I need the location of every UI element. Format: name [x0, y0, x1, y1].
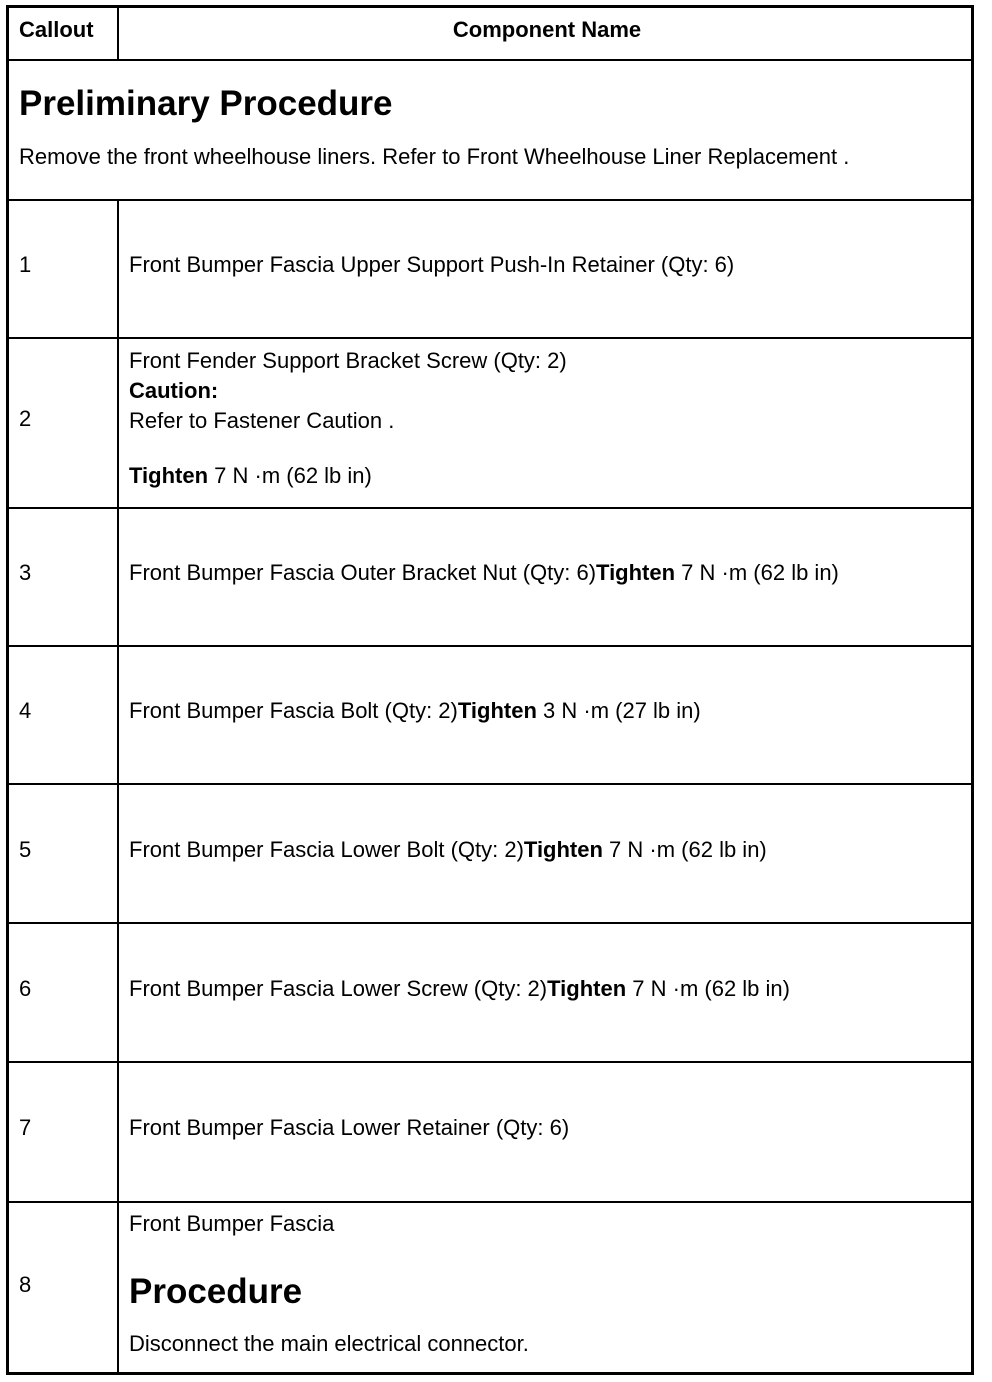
- row-divider: [9, 1201, 971, 1203]
- callout-number: 7: [19, 1115, 32, 1140]
- component-name: [129, 835, 767, 865]
- tighten-label: Tighten: [523, 837, 603, 862]
- row-divider: [9, 507, 971, 509]
- callout-number: 6: [19, 976, 32, 1001]
- preliminary-divider: [9, 199, 971, 201]
- component-name-text: Front Bumper Fascia Outer Bracket Nut (Qty: 6): [129, 560, 597, 585]
- tighten-spec: [129, 461, 372, 491]
- row-divider: [9, 1061, 971, 1063]
- component-name-text: Front Bumper Fascia Lower Bolt (Qty: 2): [129, 837, 524, 862]
- callout-number: 2: [19, 406, 32, 431]
- component-name: Front Bumper Fascia Upper Support Push-In Retainer (Qty: 6): [129, 252, 735, 277]
- callout-number: 5: [19, 837, 32, 862]
- preliminary-title: Preliminary Procedure: [19, 84, 393, 123]
- callout-number: 3: [19, 560, 32, 585]
- tighten-value: 7 N ·m (62 lb in): [626, 976, 790, 1001]
- component-name: [129, 558, 839, 588]
- tighten-value: 3 N ·m (27 lb in): [536, 698, 701, 723]
- row-divider: [9, 922, 971, 924]
- callout-number: 4: [19, 698, 32, 723]
- component-name: Front Bumper Fascia Lower Retainer (Qty: 6): [129, 1115, 570, 1140]
- tighten-label: Tighten: [596, 560, 676, 585]
- header-component-name: Component Name: [452, 17, 642, 42]
- tighten-label: Tighten: [129, 463, 209, 488]
- caution-text: Refer to Fastener Caution .: [129, 408, 395, 433]
- component-name: Front Bumper Fascia: [129, 1211, 335, 1236]
- tighten-label: Tighten: [547, 976, 627, 1001]
- tighten-value: 7 N ·m (62 lb in): [602, 837, 767, 862]
- row-divider: [9, 337, 971, 339]
- component-name: Front Fender Support Bracket Screw (Qty: 2): [129, 348, 567, 373]
- callout-number: 1: [19, 252, 32, 277]
- component-name-text: Front Bumper Fascia Lower Screw (Qty: 2): [129, 976, 548, 1001]
- preliminary-text: Remove the front wheelhouse liners. Refer to Front Wheelhouse Liner Replacement .: [19, 144, 850, 169]
- column-divider: [117, 199, 119, 1375]
- component-table: [6, 5, 974, 1375]
- procedure-text: Disconnect the main electrical connector.: [129, 1331, 529, 1356]
- tighten-label: Tighten: [457, 698, 537, 723]
- row-divider: [9, 645, 971, 647]
- component-name: [129, 974, 790, 1004]
- procedure-title: Procedure: [129, 1272, 303, 1311]
- callout-number: 8: [19, 1272, 32, 1297]
- header-divider: [9, 59, 971, 61]
- tighten-value: 7 N ·m (62 lb in): [208, 463, 372, 488]
- row-divider: [9, 783, 971, 785]
- caution-label: Caution:: [129, 378, 219, 403]
- tighten-value: 7 N ·m (62 lb in): [675, 560, 839, 585]
- component-name-text: Front Bumper Fascia Bolt (Qty: 2): [129, 698, 458, 723]
- component-name: [129, 696, 701, 726]
- header-callout: Callout: [19, 17, 94, 42]
